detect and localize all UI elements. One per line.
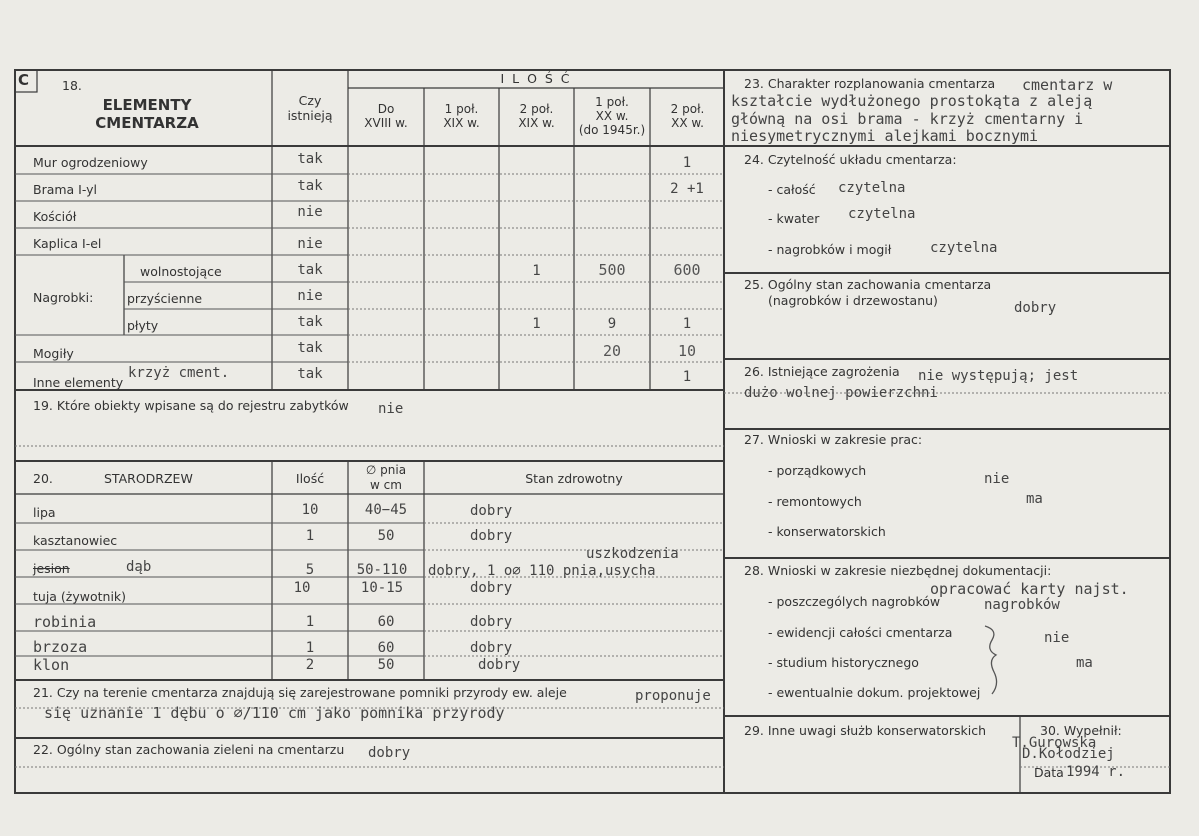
tree-ilosc-klon: 2 xyxy=(305,657,315,673)
row-value-wolnostojace-1polxx: 500 xyxy=(598,261,626,279)
s24-answer-kwater: czytelna xyxy=(848,206,916,222)
s24-item-nagrobkow: - nagrobków i mogił xyxy=(768,242,892,257)
s23-question: 23. Charakter rozplanowania cmentarza xyxy=(744,76,996,91)
s28-item-studium: - studium historycznego xyxy=(768,655,919,670)
s21-answer-line2: się uznanie 1 dębu o ∅/110 cm jako pomnika przyrody xyxy=(44,704,505,722)
s23-answer-3: główną na osi brama - krzyż cmentarny i xyxy=(731,110,1084,128)
s23-answer-4: niesymetrycznymi alejkami bocznymi xyxy=(731,127,1039,145)
s24-answer-nagrobkow: czytelna xyxy=(930,240,998,256)
s28-item-poszczegolnych: - poszczególych nagrobków xyxy=(768,594,941,609)
row-value-wolnostojace-2polxx: 600 xyxy=(673,261,701,279)
s30-data-value: 1994 r. xyxy=(1066,764,1126,780)
tree-stan-tuja: dobry xyxy=(470,580,513,596)
s28-question: 28. Wnioski w zakresie niezbędnej dokumentacji: xyxy=(744,563,1052,578)
s23-answer-2: kształcie wydłużonego prostokąta z aleją xyxy=(731,92,1093,110)
row-label-brama: Brama I-yl xyxy=(33,182,98,197)
tree-ilosc-lipa: 10 xyxy=(301,502,319,518)
tree-pnia-kasztanowiec: 50 xyxy=(377,528,395,544)
col-header-1pol-xx: 1 poł. XX w. (do 1945r.) xyxy=(578,95,646,137)
row-value-mogily-1polxx: 20 xyxy=(602,342,622,360)
tree-name-brzoza: brzoza xyxy=(33,638,88,656)
s20-header-ilosc: Ilość xyxy=(295,471,325,486)
tree-stan-dab: dobry, 1 o∅ 110 pnia,usycha xyxy=(428,563,656,579)
tree-stan-note-dab: uszkodzenia xyxy=(586,546,679,562)
s20-header-stan: Stan zdrowotny xyxy=(525,471,623,486)
s27-item-konserwatorskich: - konserwatorskich xyxy=(768,524,886,539)
tree-ilosc-dab: 5 xyxy=(305,562,315,578)
tree-name-lipa: lipa xyxy=(33,505,56,520)
s26-question: 26. Istniejące zagrożenia xyxy=(744,364,900,379)
handwritten-brace xyxy=(985,626,997,694)
s19-question: 19. Które obiekty wpisane są do rejestru zabytków xyxy=(33,398,349,413)
row-czy-mogily: tak xyxy=(297,340,323,356)
row-czy-przyscienne: nie xyxy=(297,288,323,304)
tree-stan-robinia: dobry xyxy=(470,614,513,630)
s18-title: ELEMENTY CMENTARZA xyxy=(95,96,199,132)
col-header-1pol-xix: 1 poł. XIX w. xyxy=(443,102,480,130)
s24-question: 24. Czytelność układu cmentarza: xyxy=(744,152,957,167)
row-value-mogily-2polxx: 10 xyxy=(677,342,697,360)
s28-answer-2: nagrobków xyxy=(984,597,1060,613)
s24-item-kwater: - kwater xyxy=(768,211,820,226)
s28-answer-ma: ma xyxy=(1076,655,1093,671)
s28-item-ewidencji: - ewidencji całości cmentarza xyxy=(768,625,953,640)
ilosc-header: I L O Ś Ć xyxy=(500,71,572,86)
s30-data-label: Data xyxy=(1034,765,1064,780)
tree-pnia-lipa: 40−45 xyxy=(364,502,408,518)
col-header-2pol-xix: 2 poł. XIX w. xyxy=(518,102,555,130)
row-label-wolnostojace: wolnostojące xyxy=(140,264,222,279)
s26-answer-2: dużo wolnej powierzchni xyxy=(744,385,938,401)
tree-ilosc-tuja: 10 xyxy=(293,580,311,596)
row-czy-brama: tak xyxy=(297,178,323,194)
s19-answer: nie xyxy=(378,401,404,417)
row-value-plyty-2polxix: 1 xyxy=(532,316,541,332)
s27-answer-nie: nie xyxy=(984,471,1010,487)
row-label-kosciol: Kościół xyxy=(33,209,77,224)
row-value-mur-2polxx: 1 xyxy=(682,155,692,171)
row-czy-mur: tak xyxy=(297,151,323,167)
tree-pnia-tuja: 10-15 xyxy=(360,580,404,596)
row-value-brama-2polxx: 2 +1 xyxy=(670,181,704,197)
s24-answer-calosc: czytelna xyxy=(838,180,906,196)
s21-question: 21. Czy na terenie cmentarza znajdują się zarejestrowane pomniki przyrody ew. aleje xyxy=(33,685,567,700)
row-value-inne-2polxx: 1 xyxy=(682,369,692,385)
s28-item-projektowej: - ewentualnie dokum. projektowej xyxy=(768,685,981,700)
tree-name-kasztanowiec: kasztanowiec xyxy=(33,533,118,548)
s25-question-2: (nagrobków i drzewostanu) xyxy=(768,293,938,308)
row-label-mogily: Mogiły xyxy=(33,346,74,361)
row-czy-kosciol: nie xyxy=(297,204,323,220)
tree-ilosc-brzoza: 1 xyxy=(305,640,315,656)
s30-name-2: D.Kołodziej xyxy=(1022,746,1115,762)
tree-pnia-robinia: 60 xyxy=(377,614,395,630)
nagrobki-label: Nagrobki: xyxy=(33,290,94,305)
row-value-wolnostojace-2polxix: 1 xyxy=(532,263,541,279)
row-label-kaplica: Kaplica I-el xyxy=(33,236,102,251)
s21-answer-line1: proponuje xyxy=(635,688,711,704)
s24-item-calosc: - całość xyxy=(768,182,816,197)
tree-name-tuja: tuja (żywotnik) xyxy=(33,589,127,604)
tree-pnia-dab: 50-110 xyxy=(356,562,408,578)
s30-name-1: T.Gurowska xyxy=(1012,735,1097,751)
col-header-xviii: Do XVIII w. xyxy=(364,102,408,130)
s26-answer-1: nie występują; jest xyxy=(918,368,1079,384)
s20-number: 20. xyxy=(33,471,53,486)
col-header-2pol-xx: 2 poł. XX w. xyxy=(670,102,705,130)
tree-stan-kasztanowiec: dobry xyxy=(470,528,513,544)
s18-number: 18. xyxy=(62,78,82,93)
s20-title: STARODRZEW xyxy=(104,471,193,486)
s27-item-porzadkowych: - porządkowych xyxy=(768,463,867,478)
row-label-inne: Inne elementy xyxy=(33,375,124,390)
row-extra-inne: krzyż cment. xyxy=(128,365,230,381)
row-value-plyty-2polxx: 1 xyxy=(682,316,692,332)
s27-question: 27. Wnioski w zakresie prac: xyxy=(744,432,923,447)
row-label-przyscienne: przyścienne xyxy=(127,291,203,306)
s28-answer-1: opracować karty najst. xyxy=(930,580,1129,598)
s30-question: 30. Wypełnił: xyxy=(1040,723,1122,738)
tree-stan-brzoza: dobry xyxy=(470,640,513,656)
row-czy-inne: tak xyxy=(297,366,323,382)
row-czy-plyty: tak xyxy=(297,314,323,330)
row-czy-kaplica: nie xyxy=(297,236,323,252)
s25-question-1: 25. Ogólny stan zachowania cmentarza xyxy=(744,277,992,292)
s29-question: 29. Inne uwagi służb konserwatorskich xyxy=(744,723,986,738)
tree-name-jesion: jesion xyxy=(33,561,70,576)
card-letter: C xyxy=(18,71,30,89)
tree-pnia-klon: 50 xyxy=(377,657,395,673)
row-czy-wolnostojace: tak xyxy=(297,262,323,278)
s22-question: 22. Ogólny stan zachowania zieleni na cmentarzu xyxy=(33,742,345,757)
s28-answer-nie: nie xyxy=(1044,630,1070,646)
s22-answer: dobry xyxy=(368,745,411,761)
czy-istnieja-header: Czy istnieją xyxy=(287,93,333,123)
tree-pnia-brzoza: 60 xyxy=(377,640,395,656)
tree-ilosc-kasztanowiec: 1 xyxy=(305,528,315,544)
row-label-mur: Mur ogrodzeniowy xyxy=(33,155,148,170)
s23-answer-1: cmentarz w xyxy=(1022,76,1113,94)
tree-ilosc-robinia: 1 xyxy=(305,614,315,630)
s27-item-remontowych: - remontowych xyxy=(768,494,862,509)
s25-answer: dobry xyxy=(1014,300,1057,316)
row-label-plyty: płyty xyxy=(127,318,159,333)
s27-answer-ma: ma xyxy=(1026,491,1043,507)
tree-name-dab: dąb xyxy=(126,559,152,575)
tree-stan-klon: dobry xyxy=(478,657,521,673)
tree-name-robinia: robinia xyxy=(33,613,97,631)
tree-name-klon: klon xyxy=(33,656,70,674)
row-value-plyty-1polxx: 9 xyxy=(607,316,617,332)
tree-stan-lipa: dobry xyxy=(470,503,513,519)
s20-header-pnia: ∅ pnia w cm xyxy=(365,463,407,492)
